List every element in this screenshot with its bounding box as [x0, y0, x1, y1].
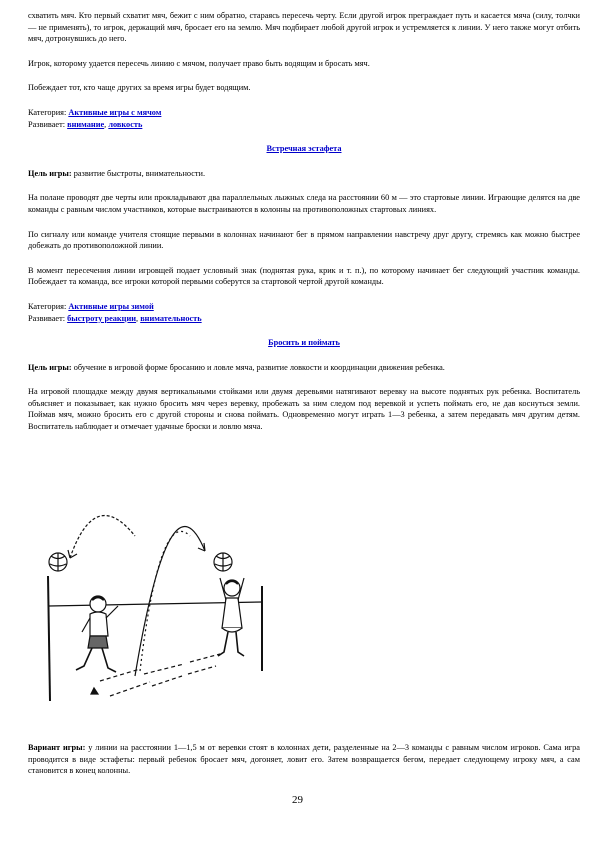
paragraph: В момент пересечения линии игровщей подает условный знак (поднятая рука, крик и т. п.), по которому начинает бег следующий участник команды. Побеждает та команда, все игроки которой первыми соберутся за стартовой чертой другой команды. — [28, 265, 580, 287]
goal-label: Цель игры: — [28, 168, 72, 178]
paragraph: На полане проводят две черты или прокладывают два параллельных лыжных следа на расстоянии 60 м — это стартовые линии. Играющие делятся на две команды с равным числом участников, которые выстраиваются в колонны на противоположных стартовых линиях. — [28, 193, 580, 214]
goal-line — [28, 168, 580, 180]
category-link[interactable]: Активные игры зимой — [68, 301, 154, 311]
develops-link[interactable]: внимательность — [140, 313, 202, 323]
section-title-link[interactable]: Бросить и поймать — [268, 338, 340, 348]
variant-text: у линии на расстоянии 1—1,5 м от веревки стоят в колоннах дети, разделенные на 2—3 команды с равным числом игроков. Сама игра проводится в виде эстафеты: первый ребенок бросает мяч, догоняет, ловит его. Затем возвращается бегом, передает следующему игроку мяч, а сам становится в конец колонны. — [28, 743, 580, 776]
develops-link[interactable]: внимание — [67, 119, 105, 129]
page-number: 29 — [292, 794, 303, 806]
ball-game-illustration — [40, 496, 290, 726]
section-title-link[interactable]: Встречная эстафета — [266, 144, 342, 154]
develops-link[interactable]: быстроту реакции — [67, 313, 137, 323]
separator: , — [136, 313, 139, 323]
goal-label: Цель игры: — [28, 362, 72, 372]
paragraph: схватить мяч. Кто первый схватит мяч, бежит с ним обратно, стараясь пересечь черту. Если другой игрок преграждает путь и касается мяча (силу, толчки — не применять), то игрок, держащий мяч, бросает его на землю. Мяч подбирает любой другой игрок и устремляется к линии. У него также могут отбить мяч, дотронувшись до него. — [28, 11, 580, 44]
paragraph: Побеждает тот, кто чаще других за время игры будет водящим. — [28, 83, 251, 93]
develops-line — [28, 313, 580, 325]
variant-label: Вариант игры: — [28, 743, 86, 752]
goal-text: обучение в игровой форме бросанию и ловле мяча, развитие ловкости и координации движения ребенка. — [71, 362, 445, 372]
category-link[interactable]: Активные игры с мячом — [68, 107, 162, 117]
variant-line — [28, 742, 580, 777]
goal-line — [28, 362, 580, 374]
section-title — [28, 337, 580, 349]
develops-label: Развивает: — [28, 313, 66, 323]
category-label: Категория: — [28, 301, 67, 311]
variant-block — [28, 742, 580, 777]
goal-text: развитие быстроты, внимательности. — [71, 168, 206, 178]
paragraph: Игрок, которому удается пересечь линию с мячом, получает право быть водящим и бросать мяч. — [28, 58, 370, 68]
develops-line — [28, 119, 580, 131]
category-line — [28, 107, 580, 119]
section-title — [28, 143, 580, 155]
develops-link[interactable]: ловкость — [108, 119, 143, 129]
develops-label: Развивает: — [28, 119, 66, 129]
separator: , — [104, 119, 107, 129]
category-label: Категория: — [28, 107, 67, 117]
paragraph: По сигналу или команде учителя стоящие первыми в колоннах начинают бег в прямом направлении навстречу друг другу, стремясь как можно быстрее добежать до противоположной линии. — [28, 229, 580, 251]
document-page — [28, 10, 580, 433]
category-line — [28, 301, 580, 313]
paragraph: На игровой площадке между двумя вертикальными стойками или двумя деревьями натягивают веревку на высоте поднятых рук ребенка. Воспитатель объясняет и показывает, как нужно бросить мяч через веревку, пробежать за ним следом под веревкой и успеть поймать его, не дав коснуться земли. Поймав мяч, можно бросить его с другой стороны и снова поймать. Одновременно могут играть 1—3 ребенка, а затем передавать мяч другим детям. Воспитатель наблюдает и отмечает удачные броски и ловлю мяча. — [28, 387, 580, 432]
